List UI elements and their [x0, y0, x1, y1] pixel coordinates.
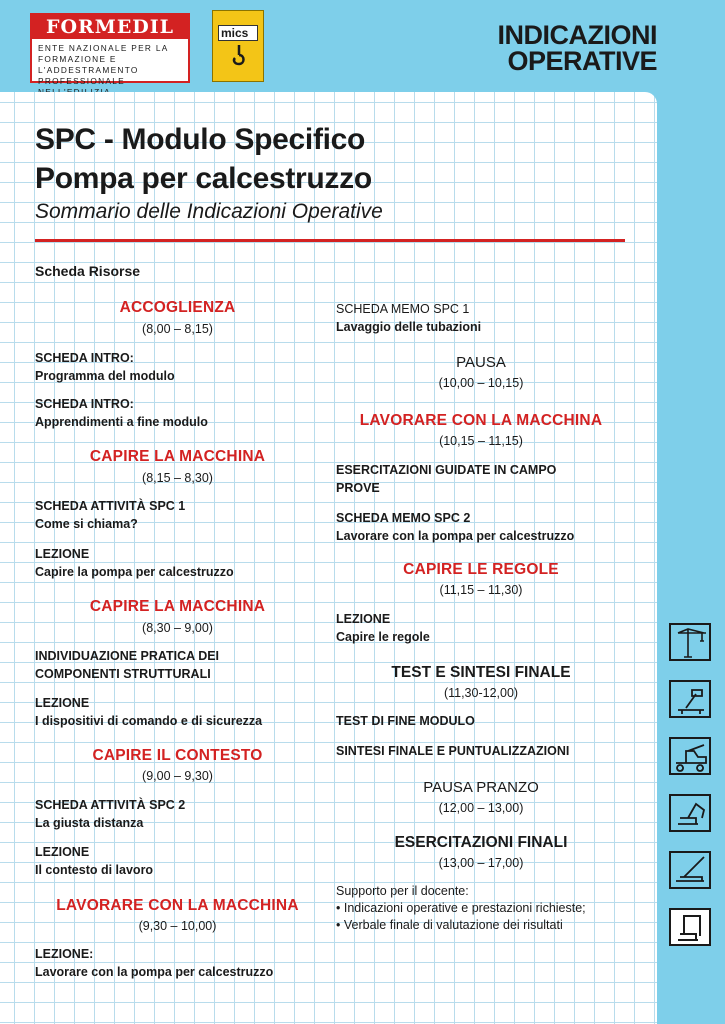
section-heading: ESERCITAZIONI FINALI: [394, 834, 568, 851]
item-label: INDIVIDUAZIONE PRATICA DEI: [35, 649, 220, 663]
note-line: Supporto per il docente:: [336, 884, 469, 898]
item-text: Come si chiama?: [35, 517, 138, 531]
tower-crane-icon: [669, 623, 711, 661]
item-text: I dispositivi di comando e di sicurezza: [35, 714, 263, 728]
time-range: (10,00 – 10,15): [438, 376, 524, 390]
list-item: [336, 509, 574, 545]
page-title-line: Pompa per calcestruzzo: [35, 162, 372, 195]
formedil-logo-text: FORMEDIL: [32, 15, 188, 39]
section-heading: LAVORARE CON LA MACCHINA: [56, 897, 299, 914]
left-column: [35, 0, 320, 1024]
truck-crane-icon: [669, 737, 711, 775]
item-label: LEZIONE: [35, 696, 90, 710]
item-text: COMPONENTI STRUTTURALI: [35, 667, 211, 681]
concrete-pump-icon: [669, 908, 711, 946]
time-range: (8,00 – 8,15): [142, 322, 213, 336]
list-item: [35, 545, 234, 581]
list-item: SINTESI FINALE E PUNTUALIZZAZIONI: [336, 744, 570, 758]
list-item: TEST DI FINE MODULO: [336, 714, 475, 728]
item-label: SCHEDA MEMO SPC 2: [336, 511, 471, 525]
item-text: Capire la pompa per calcestruzzo: [35, 565, 234, 579]
item-label: LEZIONE: [35, 547, 90, 561]
section-heading: LAVORARE CON LA MACCHINA: [359, 412, 603, 429]
list-item: [336, 300, 481, 336]
scheda-risorse-label: Scheda Risorse: [35, 263, 141, 279]
mics-logo-text: mics: [218, 25, 258, 41]
excavator-icon: [669, 794, 711, 832]
time-range: (11,15 – 11,30): [439, 583, 523, 597]
section-heading: CAPIRE LA MACCHINA: [89, 598, 266, 615]
right-column: [336, 0, 626, 1024]
list-item: [35, 349, 175, 385]
time-range: (10,15 – 11,15): [439, 434, 523, 448]
item-text: Il contesto di lavoro: [35, 863, 154, 877]
list-item: [35, 395, 208, 431]
item-label: SCHEDA INTRO:: [35, 397, 134, 411]
note-line: • Indicazioni operative e prestazioni richieste;: [336, 901, 586, 915]
item-text: La giusta distanza: [35, 816, 144, 830]
item-label: ESERCITAZIONI GUIDATE IN CAMPO: [336, 463, 557, 477]
item-label: LEZIONE:: [35, 947, 94, 961]
time-range: (9,00 – 9,30): [142, 769, 213, 783]
item-label: SCHEDA ATTIVITÀ SPC 1: [35, 499, 186, 513]
list-item: [35, 647, 219, 683]
section-heading: CAPIRE IL CONTESTO: [92, 747, 263, 764]
section-heading: CAPIRE LA MACCHINA: [89, 448, 266, 465]
item-label: LEZIONE: [35, 845, 90, 859]
list-item: [35, 694, 262, 730]
page-title-line: SPC - Modulo Specifico: [35, 123, 366, 156]
list-item: [336, 461, 556, 497]
item-label: LEZIONE: [336, 612, 391, 626]
aerial-platform-icon: [669, 680, 711, 718]
item-text: Capire le regole: [336, 630, 430, 644]
item-text: Lavaggio delle tubazioni: [336, 320, 482, 334]
break-heading: PAUSA PRANZO: [423, 779, 539, 796]
list-item: [336, 610, 430, 646]
item-text: Programma del modulo: [35, 369, 175, 383]
item-label: SCHEDA ATTIVITÀ SPC 2: [35, 798, 186, 812]
time-range: (11,30-12,00): [443, 686, 519, 700]
section-heading: ACCOGLIENZA: [119, 299, 236, 316]
time-range: (13,00 – 17,00): [438, 856, 524, 870]
item-text: Lavorare con la pompa per calcestruzzo: [35, 965, 274, 979]
section-heading: CAPIRE LE REGOLE: [403, 561, 559, 578]
item-text: Apprendimenti a fine modulo: [35, 415, 208, 429]
section-heading: TEST E SINTESI FINALE: [391, 664, 571, 681]
list-item: [35, 843, 153, 879]
formedil-tagline-line: PROFESSIONALE: [38, 76, 125, 86]
break-heading: PAUSA: [456, 354, 506, 371]
formedil-tagline-line: FORMAZIONE E L'ADDESTRAMENTO: [38, 54, 139, 75]
time-range: (9,30 – 10,00): [138, 919, 217, 933]
item-text: Lavorare con la pompa per calcestruzzo: [336, 529, 575, 543]
time-range: (8,30 – 9,00): [142, 621, 213, 635]
section-title-line: INDICAZIONI: [497, 20, 657, 50]
mobile-crane-icon: [669, 851, 711, 889]
time-range: (8,15 – 8,30): [142, 471, 213, 485]
list-item: [35, 945, 273, 981]
section-title-line: OPERATIVE: [507, 46, 657, 76]
time-range: (12,00 – 13,00): [438, 801, 524, 815]
formedil-tagline-line: ENTE NAZIONALE PER LA: [38, 43, 169, 53]
page-subtitle: Sommario delle Indicazioni Operative: [35, 200, 383, 223]
item-label: SCHEDA MEMO SPC 1: [336, 302, 470, 316]
item-label: SCHEDA INTRO:: [35, 351, 134, 365]
teacher-support-note: [336, 883, 586, 934]
note-line: • Verbale finale di valutazione dei risultati: [336, 918, 563, 932]
list-item: [35, 497, 185, 533]
item-text: PROVE: [336, 481, 380, 495]
list-item: [35, 796, 185, 832]
